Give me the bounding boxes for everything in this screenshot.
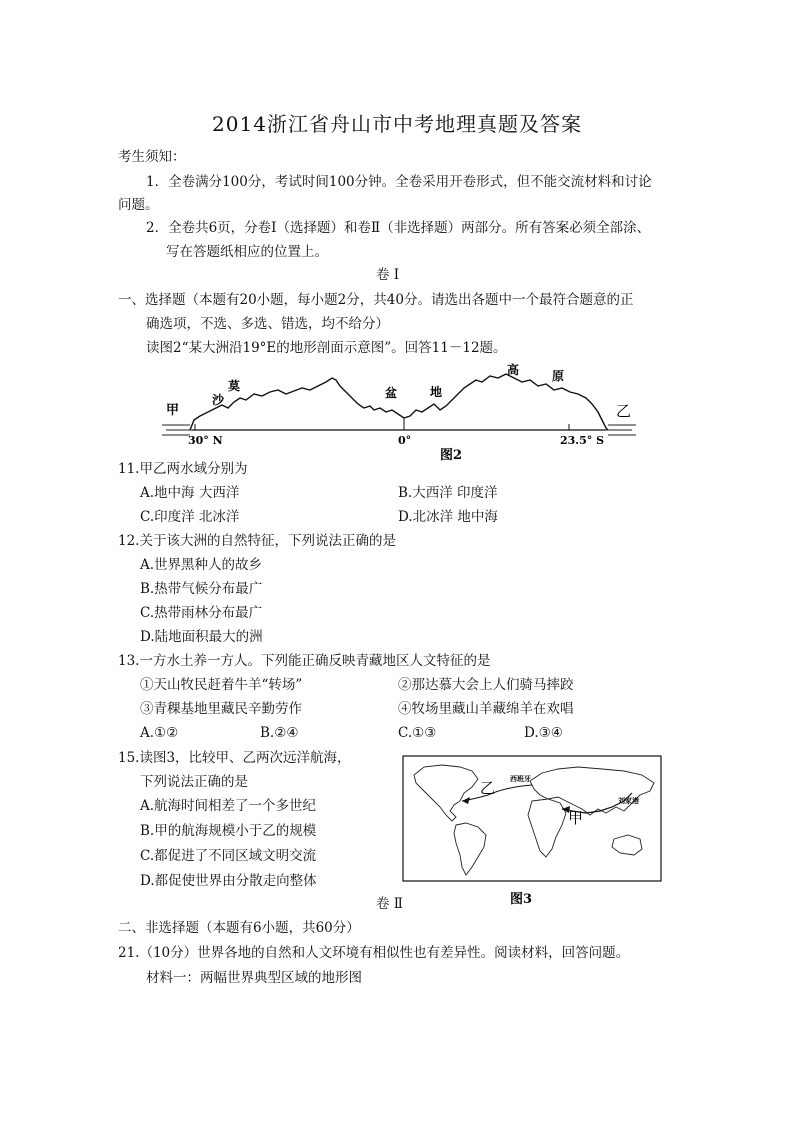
sea-right-hatch xyxy=(604,425,636,435)
tick-label-235s: 23.5° S xyxy=(560,434,605,447)
q13-statement-2: ②那达慕大会上人们骑马摔跤 xyxy=(398,677,574,693)
q11-option-d: D.北冰洋 地中海 xyxy=(398,509,498,525)
notice-item-1-line-2: 问题。 xyxy=(118,197,159,213)
volume-2-heading: 卷 Ⅱ xyxy=(376,896,403,912)
figure-2-terrain-profile xyxy=(160,358,640,468)
figure-2-caption: 图2 xyxy=(440,448,463,463)
label-yuan: 原 xyxy=(552,369,565,383)
q15-option-d: D.都促使世界由分散走向整体 xyxy=(140,873,317,889)
q11-option-a: A.地中海 大西洋 xyxy=(140,485,240,501)
notice-item-2-line-1: 2．全卷共6页，分卷Ⅰ（选择题）和卷Ⅱ（非选择题）两部分。所有答案必须全部涂、 xyxy=(146,220,651,236)
label-sha: 沙 xyxy=(212,393,225,407)
label-mo: 莫 xyxy=(228,379,241,393)
tick-label-30n: 30° N xyxy=(188,434,223,447)
q12-option-b: B.热带气候分布最广 xyxy=(140,581,263,597)
q15-option-a: A.航海时间相差了一个多世纪 xyxy=(140,798,317,814)
q13-stem: 13.一方水土养一方人。下列能正确反映青藏地区人文特征的是 xyxy=(118,653,491,669)
label-spain: 西班牙 xyxy=(510,774,531,783)
q15-option-c: C.都促进了不同区域文明交流 xyxy=(140,848,317,864)
q13-option-a: A.①② xyxy=(140,725,179,741)
label-pen: 盆 xyxy=(385,386,398,400)
q11-option-b: B.大西洋 印度洋 xyxy=(398,485,498,501)
section-1-line-2: 确选项，不选、多选、错选，均不给分） xyxy=(146,316,389,332)
q12-option-c: C.热带雨林分布最广 xyxy=(140,605,263,621)
section-1-intro: 读图2“某大洲沿19°E的地形剖面示意图”。回答11－12题。 xyxy=(146,340,507,356)
notice-item-2-line-2: 写在答题纸相应的位置上。 xyxy=(166,244,328,260)
notice-item-1-line-1: 1．全卷满分100分，考试时间100分钟。全卷采用开卷形式，但不能交流材料和讨论 xyxy=(146,174,652,190)
q12-option-d: D.陆地面积最大的洲 xyxy=(140,629,263,645)
q13-statement-1: ①天山牧民赶着牛羊“转场” xyxy=(140,677,303,693)
label-gao: 高 xyxy=(507,363,520,377)
q13-statement-4: ④牧场里藏山羊藏绵羊在欢唱 xyxy=(398,701,574,717)
q13-option-d: D.③④ xyxy=(524,725,563,741)
label-jia-route: 甲 xyxy=(568,809,584,827)
section-2-heading: 二、非选择题（本题有6小题，共60分） xyxy=(118,920,360,936)
figure-3-caption: 图3 xyxy=(510,892,533,907)
label-liujiagang: 刘家港 xyxy=(618,796,639,805)
q12-stem: 12.关于该大洲的自然特征，下列说法正确的是 xyxy=(118,533,396,549)
q15-stem-line-2: 下列说法正确的是 xyxy=(140,774,248,790)
q12-option-a: A.世界黑种人的故乡 xyxy=(140,557,263,573)
q13-option-c: C.①③ xyxy=(398,725,437,741)
volume-1-heading: 卷 Ⅰ xyxy=(376,267,400,283)
q13-statement-3: ③青稞基地里藏民辛勤劳作 xyxy=(140,701,302,717)
label-di: 地 xyxy=(430,385,443,399)
tick-label-0: 0° xyxy=(398,434,412,447)
notice-heading: 考生须知： xyxy=(118,149,186,165)
label-yi: 乙 xyxy=(616,402,632,420)
label-yi-route: 乙 xyxy=(480,779,496,797)
q21-stem: 21.（10分）世界各地的自然和人文环境有相似性也有差异性。阅读材料，回答问题。 xyxy=(118,945,630,961)
figure-3-voyage-map xyxy=(402,755,664,910)
q11-stem: 11.甲乙两水域分别为 xyxy=(118,461,248,477)
q13-option-b: B.②④ xyxy=(260,725,299,741)
q11-option-c: C.印度洋 北冰洋 xyxy=(140,509,240,525)
label-jia: 甲 xyxy=(166,403,180,418)
q15-option-b: B.甲的航海规模小于乙的规模 xyxy=(140,823,317,839)
section-1-line-1: 一、选择题（本题有20小题，每小题2分，共40分。请选出各题中一个最符合题意的正 xyxy=(118,292,634,308)
page-title: 2014浙江省舟山市中考地理真题及答案 xyxy=(212,112,582,136)
q15-stem-line-1: 15.读图3，比较甲、乙两次远洋航海， xyxy=(118,750,351,766)
terrain-line xyxy=(190,374,608,430)
q21-material-1: 材料一：两幅世界典型区域的地形图 xyxy=(146,970,362,986)
